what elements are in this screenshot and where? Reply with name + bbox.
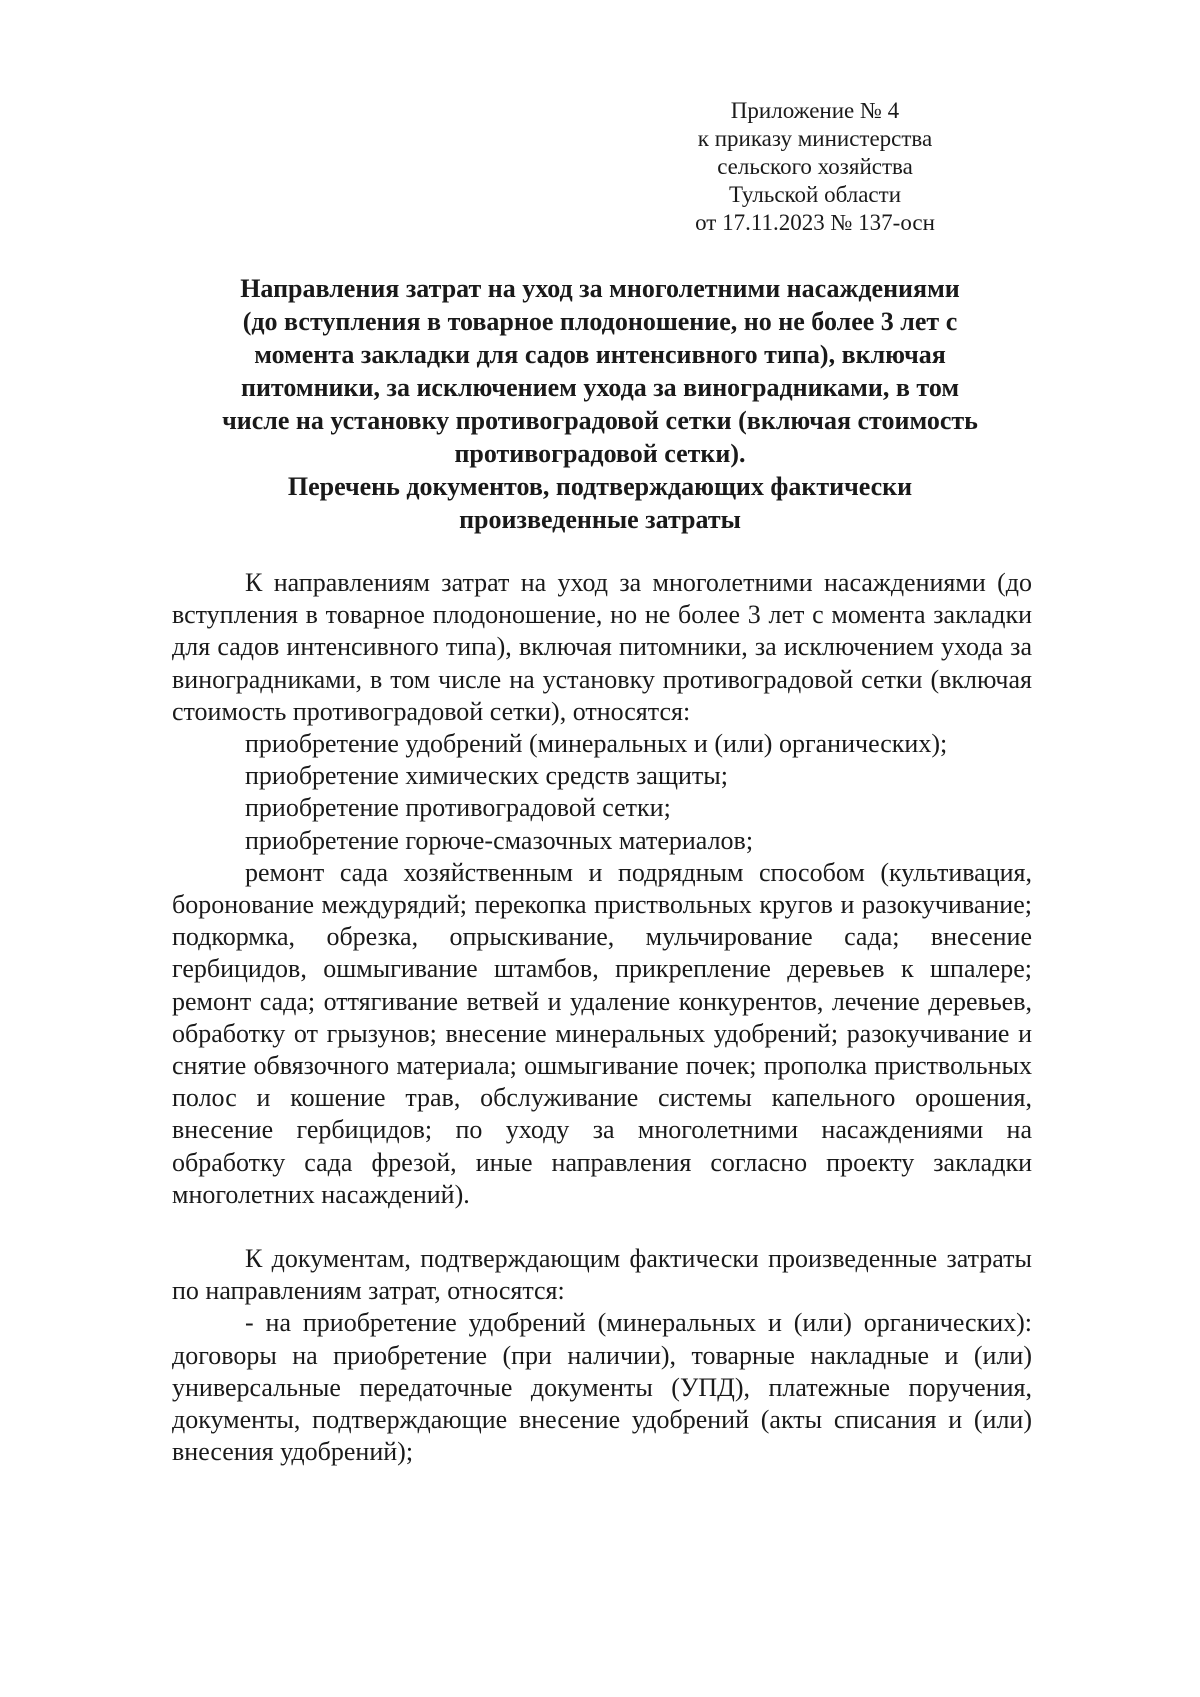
title-line: Перечень документов, подтверждающих фактически bbox=[287, 472, 913, 501]
document-title bbox=[160, 272, 1040, 536]
appendix-line: сельского хозяйства bbox=[717, 154, 913, 179]
appendix-line: Тульской области bbox=[728, 182, 902, 207]
title-line: момента закладки для садов интенсивного типа), включая bbox=[254, 340, 946, 369]
appendix-line: к приказу министерства bbox=[697, 126, 933, 151]
appendix-header bbox=[640, 97, 990, 237]
title-line: (до вступления в товарное плодоношение, но не более 3 лет с bbox=[242, 307, 958, 336]
appendix-line: от 17.11.2023 № 137-осн bbox=[695, 210, 935, 235]
list-item: приобретение химических средств защиты; bbox=[245, 761, 728, 791]
document-body bbox=[172, 567, 1032, 1468]
paragraph-gap bbox=[172, 1211, 1032, 1243]
intro-paragraph: К направлениям затрат на уход за многолетними насаждениями (до вступления в товарное плодоношение, но не более 3 лет с момента закладки для садов интенсивного типа), включая питомники, за исключением ухода за виноградниками, в том числе на установку противоградовой сетки (включая стоимость противоградовой сетки), относятся: bbox=[172, 568, 1032, 726]
repair-paragraph: ремонт сада хозяйственным и подрядным способом (культивация, боронование междурядий; перекопка приствольных кругов и разокучивание; подкормка, обрезка, опрыскивание, мульчирование сада; внесение гербицидов, ошмыгивание штамбов, прикрепление деревьев к шпалере; ремонт сада; оттягивание ветвей и удаление конкурентов, лечение деревьев, обработку от грызунов; внесение минеральных удобрений; разокучивание и снятие обвязочного материала; ошмыгивание почек; прополка приствольных полос и кошение трав, обслуживание системы капельного орошения, внесение гербицидов; по уходу за многолетними насаждениями на обработку сада фрезой, иные направления согласно проекту закладки многолетних насаждений). bbox=[172, 857, 1032, 1209]
title-line: произведенные затраты bbox=[459, 505, 741, 534]
list-item: приобретение удобрений (минеральных и (или) органических); bbox=[245, 729, 948, 759]
title-line: питомники, за исключением ухода за виноградниками, в том bbox=[240, 373, 960, 402]
list-item: приобретение горюче-смазочных материалов; bbox=[245, 825, 754, 855]
documents-intro-paragraph: К документам, подтверждающим фактически произведенные затраты по направлениям затрат, относятся: bbox=[172, 1244, 1032, 1306]
title-line: противоградовой сетки). bbox=[454, 439, 746, 468]
documents-item-fertilizers: - на приобретение удобрений (минеральных и (или) органических): договоры на приобретение (при наличии), товарные накладные и (или) универсальные передаточные документы (УПД), платежные поручения, документы, подтверждающие внесение удобрений (акты списания и (или) внесения удобрений); bbox=[172, 1308, 1032, 1467]
appendix-line: Приложение № 4 bbox=[730, 98, 900, 123]
list-item: приобретение противоградовой сетки; bbox=[245, 793, 671, 823]
title-line: Направления затрат на уход за многолетними насаждениями bbox=[240, 274, 960, 303]
title-line: числе на установку противоградовой сетки (включая стоимость bbox=[222, 406, 978, 435]
